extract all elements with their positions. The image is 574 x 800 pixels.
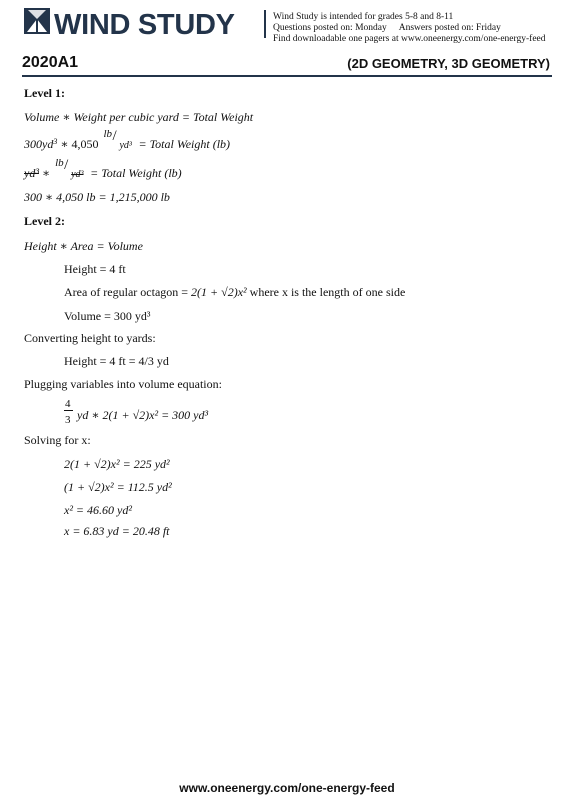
answers-posted: Answers posted on: Friday — [398, 23, 501, 33]
four-thirds-fraction: $\frac{4}{3}$ — [64, 405, 74, 419]
height-line: Height = 4 ft — [64, 262, 126, 276]
lb-per-yd3-cancel-fraction: lb / yd³ — [55, 157, 84, 180]
area-line: Area of regular octagon = 2(1 + √2)x² where x is the length of one side — [64, 285, 406, 299]
volume-equation: $\frac{4}{3}$ yd ∗ 2(1 + √2)x² = 300 yd³ — [65, 398, 209, 426]
level1-equation-1: Volume ∗ Weight per cubic yard = Total Weight — [24, 110, 254, 124]
grades-info: Wind Study is intended for grades 5-8 and 8-11 — [273, 12, 454, 22]
cancelled-yd3: yd³ — [24, 166, 39, 180]
header-divider — [264, 10, 266, 38]
footer-link[interactable]: www.oneenergy.com/one-energy-feed — [179, 781, 395, 795]
solve-step-3: x² = 46.60 yd² — [64, 503, 132, 517]
level2-heading: Level 2: — [24, 214, 65, 228]
header-rule — [22, 75, 552, 77]
solving-label: Solving for x: — [24, 433, 91, 447]
wind-study-logo — [24, 6, 260, 41]
schedule-info — [273, 23, 546, 34]
challenge-code: 2020A1 — [22, 54, 79, 71]
solve-step-1: 2(1 + √2)x² = 225 yd² — [64, 457, 170, 471]
header-info — [273, 12, 546, 45]
turbine-logo-icon — [24, 6, 50, 36]
lb-per-yd3-fraction: lb / yd³ — [103, 128, 132, 151]
volume-line: Volume = 300 yd³ — [64, 309, 151, 323]
converting-label: Converting height to yards: — [24, 331, 156, 345]
solve-step-4: x = 6.83 yd = 20.48 ft — [64, 524, 170, 538]
brand-title: WIND STUDY — [54, 9, 235, 41]
topic-label: (2D GEOMETRY, 3D GEOMETRY) — [347, 56, 550, 71]
plugging-label: Plugging variables into volume equation: — [24, 377, 222, 391]
solve-step-2: (1 + √2)x² = 112.5 yd² — [64, 480, 172, 494]
download-info: Find downloadable one pagers at www.oneenergy.com/one-energy-feed — [273, 34, 546, 44]
questions-posted: Questions posted on: Monday — [273, 23, 387, 33]
level2-equation-1: Height ∗ Area = Volume — [24, 239, 143, 253]
level1-equation-2: $300yd^3$ ∗ 4,050 lb / yd³ = Total Weight (lb) — [24, 128, 231, 151]
level1-equation-4: 300 ∗ 4,050 lb = 1,215,000 lb — [24, 190, 170, 204]
level1-equation-3: yd³ ∗ lb / yd³ = Total Weight (lb) — [24, 157, 182, 180]
level1-heading: Level 1: — [24, 86, 65, 100]
height-yards-line: Height = 4 ft = 4/3 yd — [64, 354, 169, 368]
